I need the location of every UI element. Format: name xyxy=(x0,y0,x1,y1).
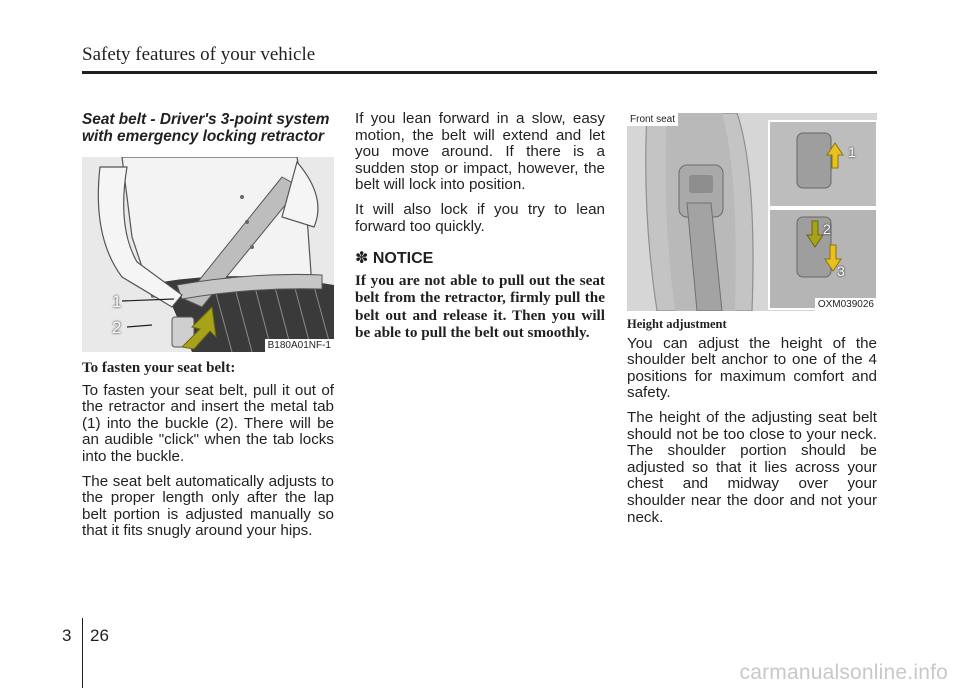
height-adjust-illustration xyxy=(627,113,877,311)
column-right-body xyxy=(627,316,877,534)
paragraph: If you lean forward in a slow, easy motion, the belt will extend and let you move around. If there is a sudden stop or impact, however, the belt will lock into position. xyxy=(355,110,605,194)
watermark: carmanualsonline.info xyxy=(739,661,948,684)
figure-label: Front seat xyxy=(627,113,678,126)
callout-1: 1 xyxy=(848,144,856,160)
header-rule xyxy=(82,71,877,74)
paragraph: The seat belt automatically adjusts to the proper length only after the lap belt portion is adjusted manually so that it fits snugly around your hips. xyxy=(82,472,334,540)
callout-2: 2 xyxy=(823,221,831,237)
footer-divider xyxy=(82,618,83,688)
chapter-number: 3 xyxy=(62,626,72,645)
figure-code: B180A01NF-1 xyxy=(265,339,334,352)
subheading: Height adjustment xyxy=(627,317,727,331)
notice-title: ✽ NOTICE xyxy=(355,250,434,268)
page-number: 26 xyxy=(90,626,109,645)
paragraph: To fasten your seat belt, pull it out of the retractor and insert the metal tab (1) into the buckle (2). There will be an audible "click" when the tab locks into the buckle. xyxy=(82,381,334,465)
column-middle xyxy=(355,111,605,341)
section-heading: Seat belt - Driver's 3-point system with emergency locking retractor xyxy=(82,111,330,145)
paragraph: It will also lock if you try to lean forward too quickly. xyxy=(355,200,605,235)
callout-1: 1 xyxy=(112,292,122,311)
figure-code: OXM039026 xyxy=(815,298,877,311)
column-left xyxy=(82,111,334,145)
figure-height-adjust xyxy=(627,113,877,311)
paragraph: You can adjust the height of the shoulder belt anchor to one of the 4 positions for maximum comfort and safety. xyxy=(627,334,877,402)
callout-3: 3 xyxy=(837,263,845,279)
figure-fasten-belt xyxy=(82,157,334,352)
column-left-body xyxy=(82,360,334,548)
page-header-title: Safety features of your vehicle xyxy=(82,44,316,65)
subheading: To fasten your seat belt: xyxy=(82,360,236,376)
paragraph: The height of the adjusting seat belt should not be too close to your neck. The shoulder portion should be adjusted so that it lies across your chest and midway over your shoulder near the door and not your neck. xyxy=(627,408,877,526)
callout-2: 2 xyxy=(112,318,122,337)
notice-body: If you are not able to pull out the seat belt from the retractor, firmly pull the belt out and release it. Then you will be able to pull the belt out smoothly. xyxy=(355,271,605,341)
